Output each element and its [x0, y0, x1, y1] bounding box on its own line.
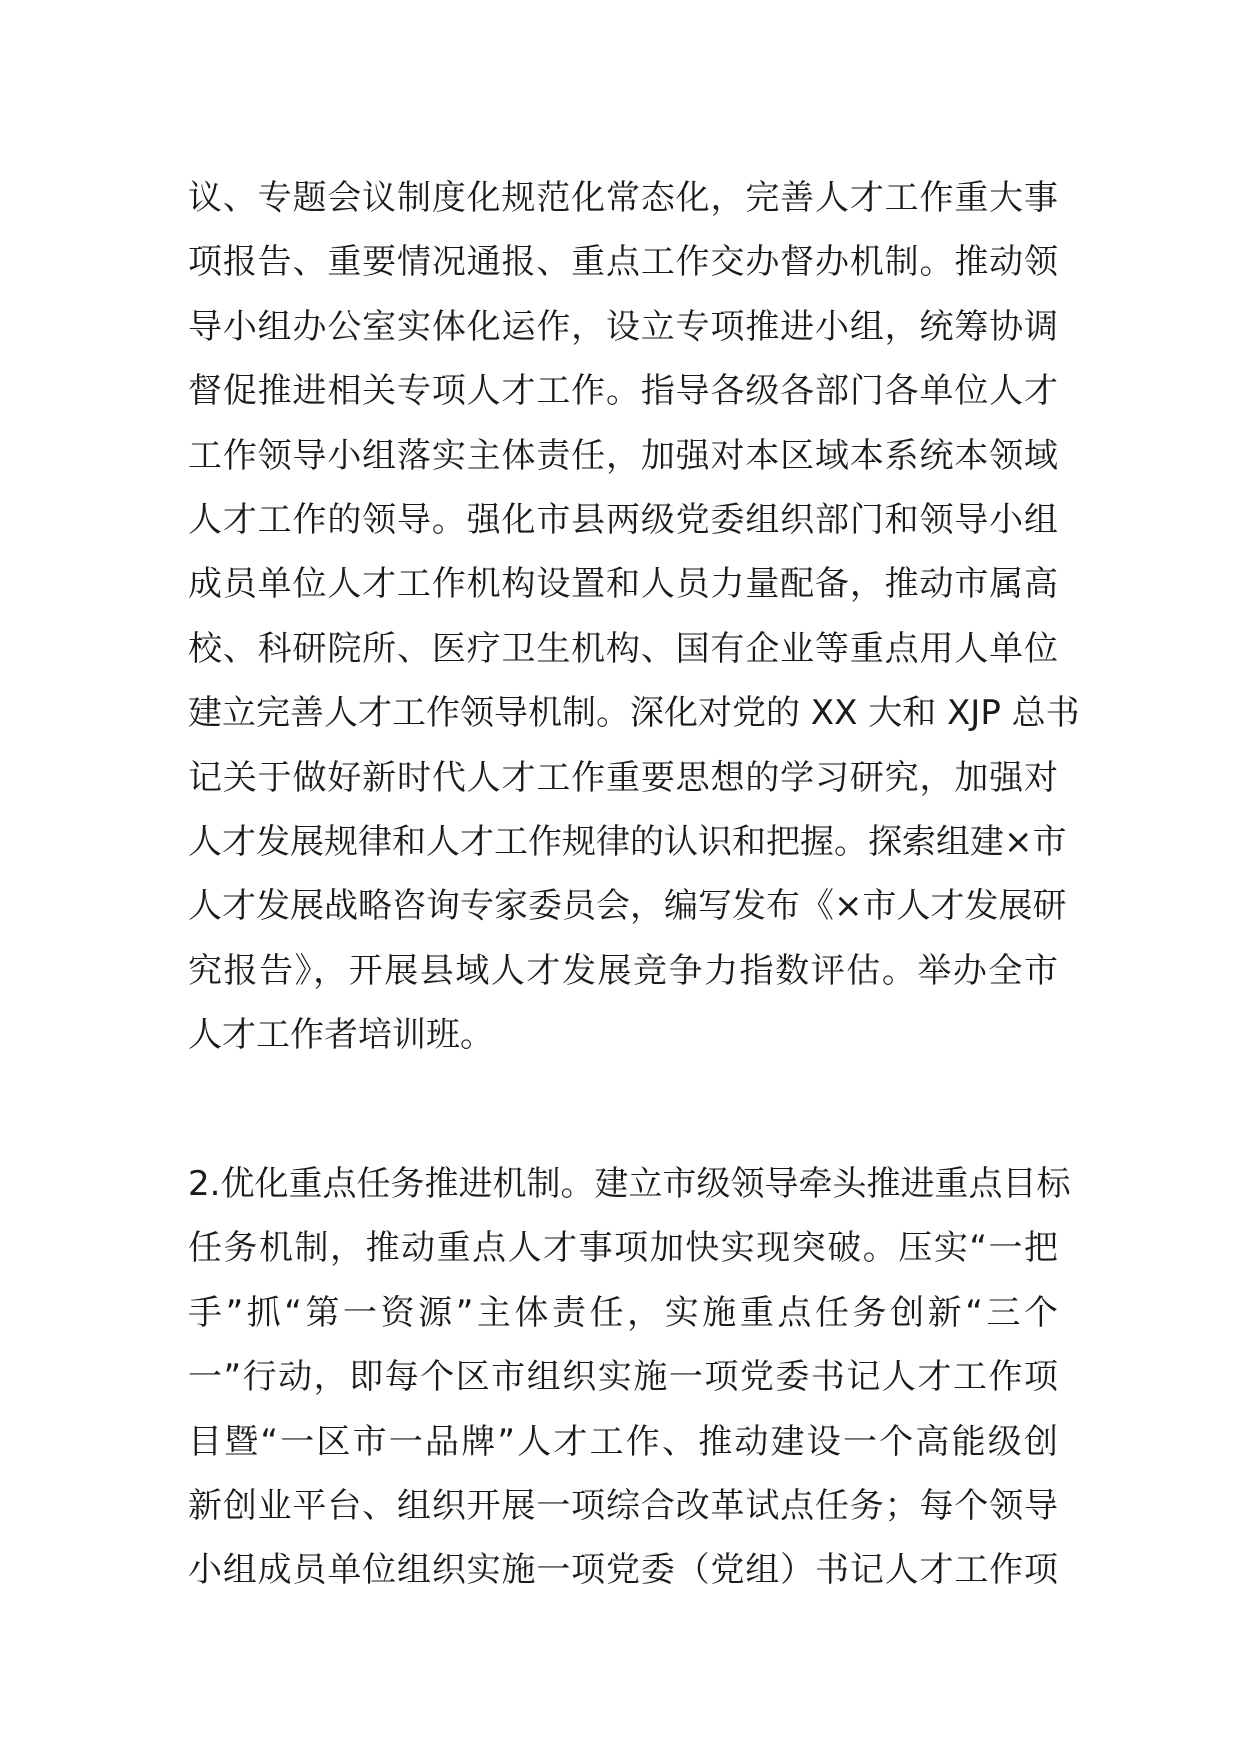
text-line: 人才工作的领导。强化市县两级党委组织部门和领导小组 — [188, 499, 1058, 540]
text-line: 小组成员单位组织实施一项党委（党组）书记人才工作项 — [188, 1550, 1058, 1591]
text-line: 一”行动，即每个区市组织实施一项党委书记人才工作项 — [188, 1357, 1058, 1398]
text-line: 目暨“一区市一品牌”人才工作、推动建设一个高能级创 — [188, 1421, 1058, 1462]
text-line: 项报告、重要情况通报、重点工作交办督办机制。推动领 — [188, 242, 1058, 283]
text-line: 议、专题会议制度化规范化常态化，完善人才工作重大事 — [188, 178, 1058, 218]
text-line: 工作领导小组落实主体责任，加强对本区域本系统本领域 — [188, 435, 1058, 476]
text-line: 新创业平台、组织开展一项综合改革试点任务；每个领导 — [188, 1485, 1058, 1526]
text-line: 2.优化重点任务推进机制。建立市级领导牵头推进重点目标 — [188, 1164, 1071, 1204]
text-line: 任务机制，推动重点人才事项加快实现突破。压实“一把 — [188, 1228, 1058, 1269]
text-line: 建立完善人才工作领导机制。深化对党的 XX 大和 XJP 总书 — [188, 693, 1080, 734]
text-line: 究报告》，开展县域人才发展竞争力指数评估。举办全市 — [188, 950, 1058, 991]
text-line: 校、科研院所、医疗卫生机构、国有企业等重点用人单位 — [188, 628, 1058, 669]
text-line: 人才工作者培训班。 — [188, 1015, 494, 1056]
paragraph-2 — [188, 1152, 1071, 1603]
text-line: 记关于做好新时代人才工作重要思想的学习研究，加强对 — [188, 757, 1058, 798]
text-line: 督促推进相关专项人才工作。指导各级各部门各单位人才 — [188, 371, 1058, 412]
text-line: 人才发展规律和人才工作规律的认识和把握。探索组建×市 — [188, 821, 1067, 862]
text-line: 导小组办公室实体化运作，设立专项推进小组，统筹协调 — [188, 306, 1058, 347]
text-line: 成员单位人才工作机构设置和人员力量配备，推动市属高 — [188, 564, 1058, 605]
paragraph-1 — [188, 166, 1080, 1067]
text-line: 人才发展战略咨询专家委员会，编写发布《×市人才发展研 — [188, 886, 1067, 927]
text-line: 手”抓“第一资源”主体责任，实施重点任务创新“三个 — [188, 1292, 1058, 1333]
